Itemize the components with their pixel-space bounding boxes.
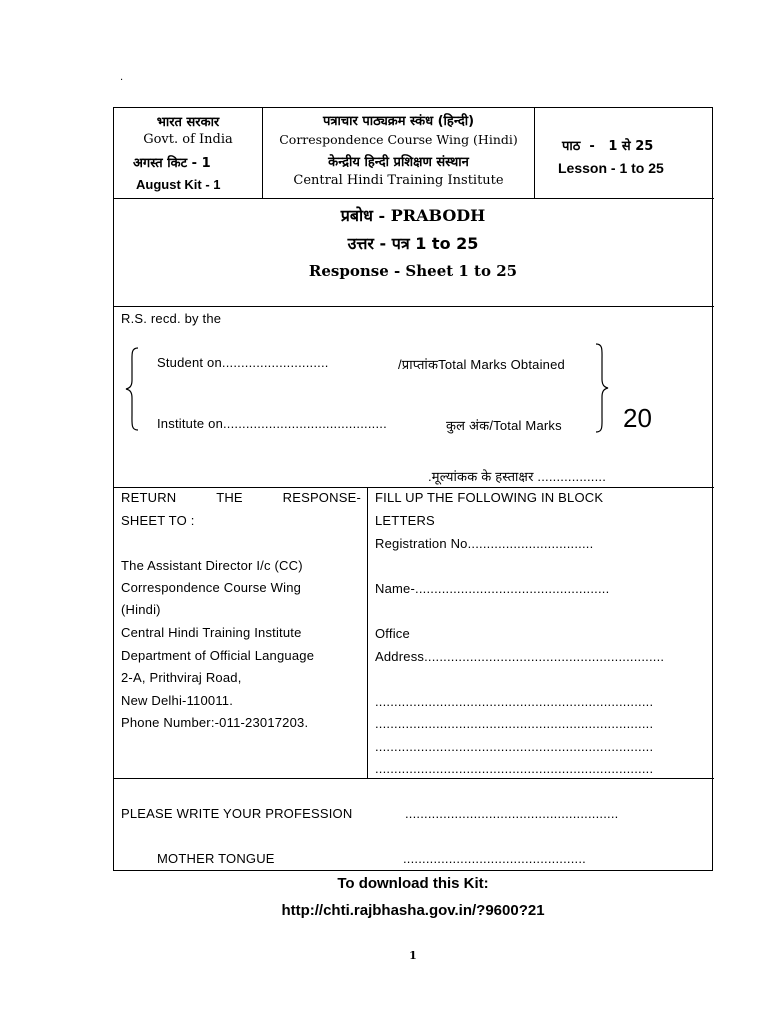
lesson-hindi: पाठ - 1 से 25: [562, 139, 654, 154]
wing-english: Correspondence Course Wing (Hindi): [279, 132, 518, 147]
address-line: Department of Official Language: [121, 648, 315, 663]
rule-header-bottom: [113, 198, 714, 199]
rule-address-bottom: [113, 778, 714, 779]
address-continuation-line[interactable]: .........................................................................: [375, 761, 654, 776]
stray-dot: .: [120, 72, 124, 83]
address-line: New Delhi-110011.: [121, 693, 234, 708]
name-field[interactable]: Name-...................................................: [375, 581, 610, 596]
govt-hindi: भारत सरकार: [156, 115, 220, 130]
rule-header-col2: [534, 107, 535, 199]
profession-field[interactable]: ........................................................: [405, 806, 619, 821]
the-word: THE: [216, 490, 243, 505]
lesson-english: Lesson - 1 to 25: [558, 160, 664, 176]
total-marks-value: 20: [623, 403, 652, 433]
address-continuation-line[interactable]: .........................................................................: [375, 739, 654, 754]
wing-hindi: पत्राचार पाठ्यक्रम स्कंध (हिन्दी): [322, 114, 475, 129]
kit-english: August Kit - 1: [136, 177, 221, 192]
govt-english: Govt. of India: [143, 132, 233, 147]
title-response-sheet: Response - Sheet 1 to 25: [308, 262, 518, 280]
institute-received-field[interactable]: Institute on...........................................: [157, 416, 387, 431]
registration-field[interactable]: Registration No.................................: [375, 536, 594, 551]
mother-tongue-field[interactable]: ................................................: [403, 851, 586, 866]
phone-number: Phone Number:-011-23017203.: [121, 715, 309, 730]
return-word: RETURN: [121, 490, 177, 505]
rule-receipt-bottom: [113, 487, 714, 488]
profession-label: PLEASE WRITE YOUR PROFESSION: [121, 806, 353, 821]
title-prabodh: प्रबोध - PRABODH: [340, 206, 486, 225]
rule-title-bottom: [113, 306, 714, 307]
receipt-heading: R.S. recd. by the: [121, 311, 222, 326]
address-line: Correspondence Course Wing: [121, 580, 302, 595]
address-continuation-line[interactable]: .........................................................................: [375, 716, 654, 731]
institute-english: Central Hindi Training Institute: [293, 173, 504, 188]
address-continuation-line[interactable]: .........................................................................: [375, 694, 654, 709]
institute-hindi: केन्द्रीय हिन्दी प्रशिक्षण संस्थान: [328, 155, 469, 170]
address-line: (Hindi): [121, 602, 161, 617]
download-url-link[interactable]: http://chti.rajbhasha.gov.in/?9600?21: [281, 902, 545, 919]
mother-tongue-label: MOTHER TONGUE: [157, 851, 275, 866]
return-heading-line2: SHEET TO :: [121, 513, 195, 528]
download-heading: To download this Kit:: [337, 875, 489, 892]
rule-address-col: [367, 487, 368, 779]
fill-up-heading-line2: LETTERS: [375, 513, 435, 528]
kit-hindi: अगस्त किट - 1: [133, 156, 211, 171]
student-received-field[interactable]: Student on............................: [157, 355, 329, 370]
return-heading-line1: [121, 490, 361, 505]
office-address-field[interactable]: Address...............................................................: [375, 649, 665, 664]
address-line: 2-A, Prithviraj Road,: [121, 670, 242, 685]
marks-obtained-field[interactable]: /प्राप्तांकTotal Marks Obtained: [398, 357, 565, 372]
address-line: Central Hindi Training Institute: [121, 625, 302, 640]
left-brace-icon: [124, 346, 140, 432]
right-brace-icon: [594, 342, 610, 434]
title-answer-sheet-hindi: उत्तर - पत्र 1 to 25: [347, 234, 479, 253]
address-line: The Assistant Director I/c (CC): [121, 558, 303, 573]
fill-up-heading-line1: FILL UP THE FOLLOWING IN BLOCK: [375, 490, 604, 505]
evaluator-signature-field[interactable]: .मूल्यांकक के हस्ताक्षर ..................: [428, 469, 607, 484]
office-label: Office: [375, 626, 410, 641]
response-word: RESPONSE-: [282, 490, 361, 505]
page-number: 1: [409, 949, 417, 962]
total-marks-label: कुल अंक/Total Marks: [446, 418, 562, 433]
